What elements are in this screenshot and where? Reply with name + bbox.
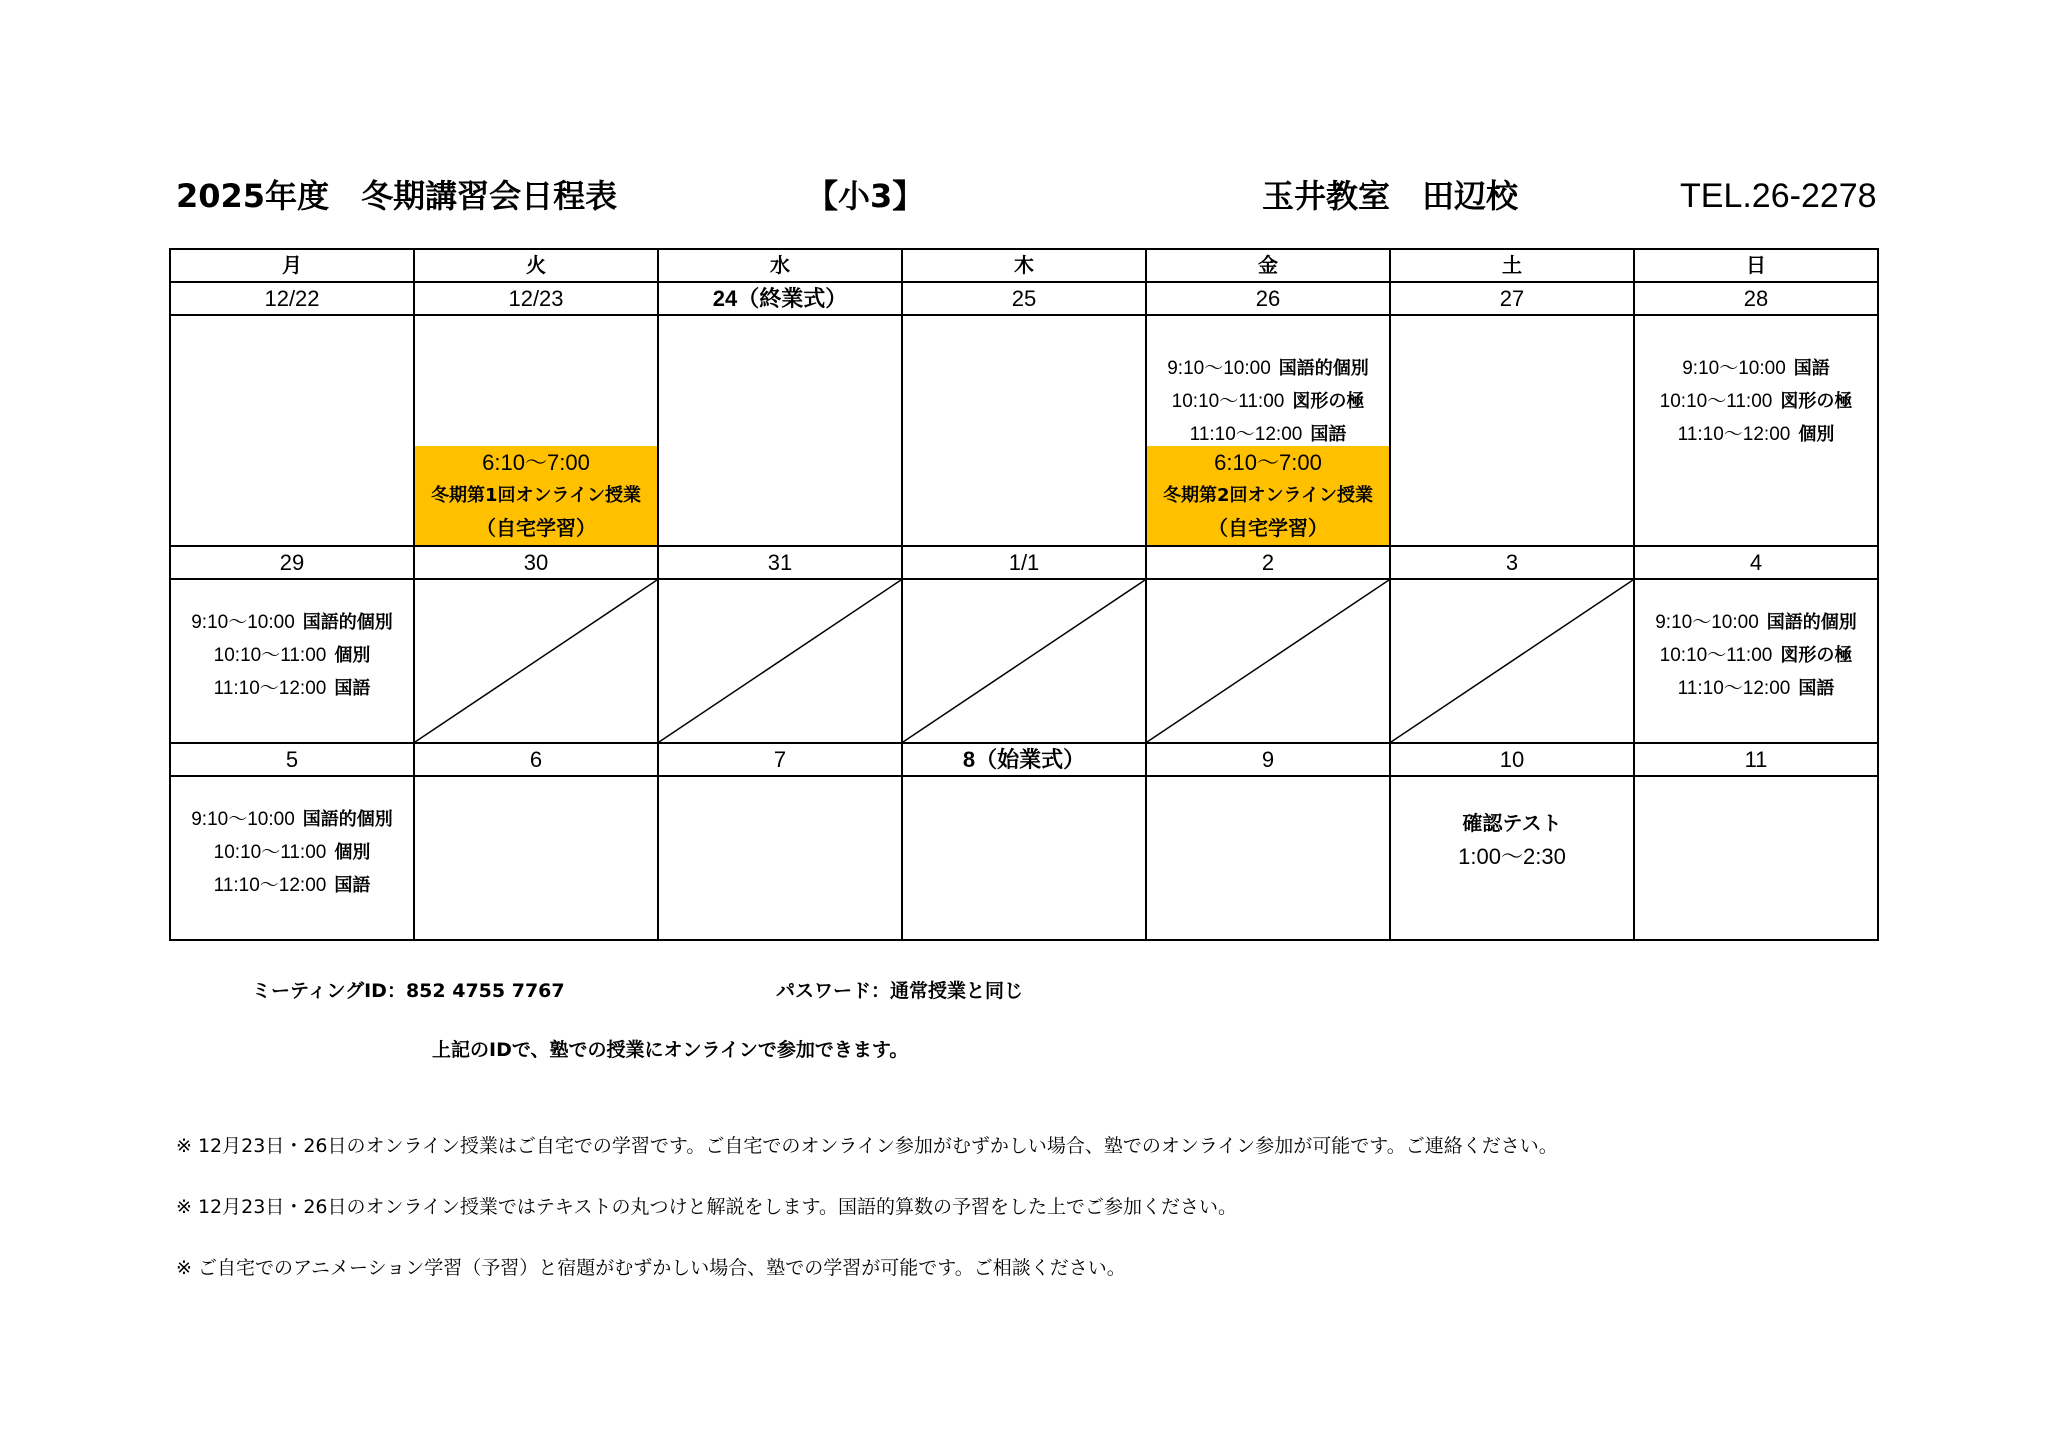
- online-label: 冬期第1回オンライン授業: [431, 485, 641, 506]
- event-block: [1391, 807, 1633, 873]
- day-cell: [902, 776, 1146, 940]
- session-item: [171, 869, 413, 902]
- session-subject: 図形の極: [1780, 645, 1853, 666]
- online-class-block: [415, 446, 657, 545]
- day-cell: [1634, 315, 1878, 546]
- meeting-note: 上記のIDで、塾での授業にオンラインで参加できます。: [432, 1039, 909, 1061]
- date-cell: 31: [658, 546, 902, 579]
- note-2: ※ 12月23日・26日のオンライン授業ではテキストの丸つけと解説をします。国語的算数の予習をした上でご参加ください。: [176, 1196, 1238, 1218]
- session-time: 10:10～11:00: [213, 645, 327, 666]
- session-subject: 国語: [1310, 424, 1347, 445]
- session-time: 9:10～10:00: [1655, 612, 1759, 633]
- day-cell: [902, 579, 1146, 743]
- session-time: 10:10～11:00: [213, 842, 327, 863]
- day-cell: [902, 315, 1146, 546]
- session-subject: 国語的個別: [302, 809, 393, 830]
- date-cell: 25: [902, 282, 1146, 315]
- session-subject: 個別: [1798, 424, 1835, 445]
- schedule-calendar: [169, 248, 1879, 941]
- schedule-row: [170, 315, 1878, 546]
- online-place: （自宅学習）: [1208, 516, 1328, 540]
- session-subject: 図形の極: [1292, 391, 1365, 412]
- session-list: [1147, 352, 1389, 451]
- session-item: [1635, 418, 1877, 451]
- date-cell: 1/1: [902, 546, 1146, 579]
- date-cell: 7: [658, 743, 902, 776]
- session-item: [171, 672, 413, 705]
- date-cell: 11: [1634, 743, 1878, 776]
- session-subject: 国語的個別: [1278, 358, 1369, 379]
- date-cell: 5: [170, 743, 414, 776]
- date-cell: 29: [170, 546, 414, 579]
- meeting-id-label: ミーティングID：: [252, 980, 406, 1002]
- date-cell: 12/23: [414, 282, 658, 315]
- day-cell: [414, 315, 658, 546]
- session-subject: 国語: [334, 678, 371, 699]
- meeting-id-value: 852 4755 7767: [405, 980, 565, 1002]
- day-cell: [1146, 579, 1390, 743]
- online-place: （自宅学習）: [476, 516, 596, 540]
- session-time: 11:10～12:00: [1189, 424, 1303, 445]
- closed-day-slash-icon: [659, 580, 901, 742]
- session-time: 10:10～11:00: [1659, 645, 1773, 666]
- event-time: 1:00～2:30: [1458, 844, 1566, 869]
- weekday-header: 日: [1634, 249, 1878, 282]
- session-time: 9:10～10:00: [191, 612, 295, 633]
- session-subject: 図形の極: [1780, 391, 1853, 412]
- weekday-header: 水: [658, 249, 902, 282]
- date-row: [170, 743, 1878, 776]
- session-subject: 個別: [334, 842, 371, 863]
- weekday-header: 金: [1146, 249, 1390, 282]
- online-time: 6:10～7:00: [482, 450, 590, 475]
- session-item: [1635, 352, 1877, 385]
- day-cell: [1146, 315, 1390, 546]
- date-cell: 4: [1634, 546, 1878, 579]
- session-item: [171, 639, 413, 672]
- date-cell: 6: [414, 743, 658, 776]
- session-list: [171, 606, 413, 705]
- date-cell: 2: [1146, 546, 1390, 579]
- closed-day-slash-icon: [1391, 580, 1633, 742]
- closed-day-slash-icon: [903, 580, 1145, 742]
- weekday-header: 土: [1390, 249, 1634, 282]
- grade-label: 【小3】: [806, 177, 925, 215]
- page-title: 2025年度 冬期講習会日程表: [176, 177, 618, 215]
- note-1: ※ 12月23日・26日のオンライン授業はご自宅での学習です。ご自宅でのオンライン参加がむずかしい場合、塾でのオンライン参加が可能です。ご連絡ください。: [176, 1135, 1558, 1157]
- date-cell: 8（始業式）: [902, 743, 1146, 776]
- session-time: 11:10～12:00: [213, 875, 327, 896]
- day-cell: [658, 776, 902, 940]
- date-cell: 30: [414, 546, 658, 579]
- closed-day-slash-icon: [415, 580, 657, 742]
- password-value: 通常授業と同じ: [890, 980, 1024, 1002]
- session-time: 10:10～11:00: [1171, 391, 1285, 412]
- session-time: 11:10～12:00: [213, 678, 327, 699]
- session-subject: 国語: [334, 875, 371, 896]
- session-item: [171, 803, 413, 836]
- meeting-id: [252, 978, 565, 1004]
- online-time: 6:10～7:00: [1214, 450, 1322, 475]
- date-cell: 24（終業式）: [658, 282, 902, 315]
- day-cell: [170, 776, 414, 940]
- session-time: 9:10～10:00: [1167, 358, 1271, 379]
- phone-number: TEL.26-2278: [1680, 177, 1877, 215]
- day-cell: [658, 315, 902, 546]
- session-subject: 国語的個別: [302, 612, 393, 633]
- day-cell: [658, 579, 902, 743]
- session-item: [171, 836, 413, 869]
- date-row: [170, 546, 1878, 579]
- schedule-row: [170, 776, 1878, 940]
- date-cell: 9: [1146, 743, 1390, 776]
- date-cell: 28: [1634, 282, 1878, 315]
- session-subject: 国語: [1798, 678, 1835, 699]
- day-cell: [1390, 776, 1634, 940]
- day-cell: [1390, 315, 1634, 546]
- session-subject: 個別: [334, 645, 371, 666]
- date-cell: 10: [1390, 743, 1634, 776]
- session-list: [1635, 606, 1877, 705]
- session-item: [1635, 606, 1877, 639]
- schedule-row: [170, 579, 1878, 743]
- day-cell: [1634, 776, 1878, 940]
- day-cell: [414, 776, 658, 940]
- session-time: 10:10～11:00: [1659, 391, 1773, 412]
- session-list: [1635, 352, 1877, 451]
- date-cell: 26: [1146, 282, 1390, 315]
- note-3: ※ ご自宅でのアニメーション学習（予習）と宿題がむずかしい場合、塾での学習が可能です。ご相談ください。: [176, 1257, 1126, 1279]
- session-item: [1635, 639, 1877, 672]
- session-time: 9:10～10:00: [191, 809, 295, 830]
- date-cell: 3: [1390, 546, 1634, 579]
- day-cell: [170, 579, 414, 743]
- weekday-header: 木: [902, 249, 1146, 282]
- day-cell: [1390, 579, 1634, 743]
- day-cell: [170, 315, 414, 546]
- date-cell: 27: [1390, 282, 1634, 315]
- session-time: 11:10～12:00: [1677, 678, 1791, 699]
- date-row: [170, 282, 1878, 315]
- weekday-header-row: [170, 249, 1878, 282]
- session-time: 9:10～10:00: [1682, 358, 1786, 379]
- session-item: [1635, 385, 1877, 418]
- online-label: 冬期第2回オンライン授業: [1163, 485, 1373, 506]
- session-list: [171, 803, 413, 902]
- weekday-header: 火: [414, 249, 658, 282]
- day-cell: [1634, 579, 1878, 743]
- session-item: [1147, 385, 1389, 418]
- password-label: パスワード：: [776, 980, 891, 1002]
- school-name: 玉井教室 田辺校: [1262, 177, 1519, 215]
- session-subject: 国語: [1793, 358, 1830, 379]
- closed-day-slash-icon: [1147, 580, 1389, 742]
- session-item: [1147, 352, 1389, 385]
- session-item: [171, 606, 413, 639]
- session-time: 11:10～12:00: [1677, 424, 1791, 445]
- event-name: 確認テスト: [1462, 811, 1562, 835]
- weekday-header: 月: [170, 249, 414, 282]
- day-cell: [414, 579, 658, 743]
- meeting-password: [776, 978, 1023, 1004]
- online-class-block: [1147, 446, 1389, 545]
- session-subject: 国語的個別: [1766, 612, 1857, 633]
- session-item: [1635, 672, 1877, 705]
- day-cell: [1146, 776, 1390, 940]
- date-cell: 12/22: [170, 282, 414, 315]
